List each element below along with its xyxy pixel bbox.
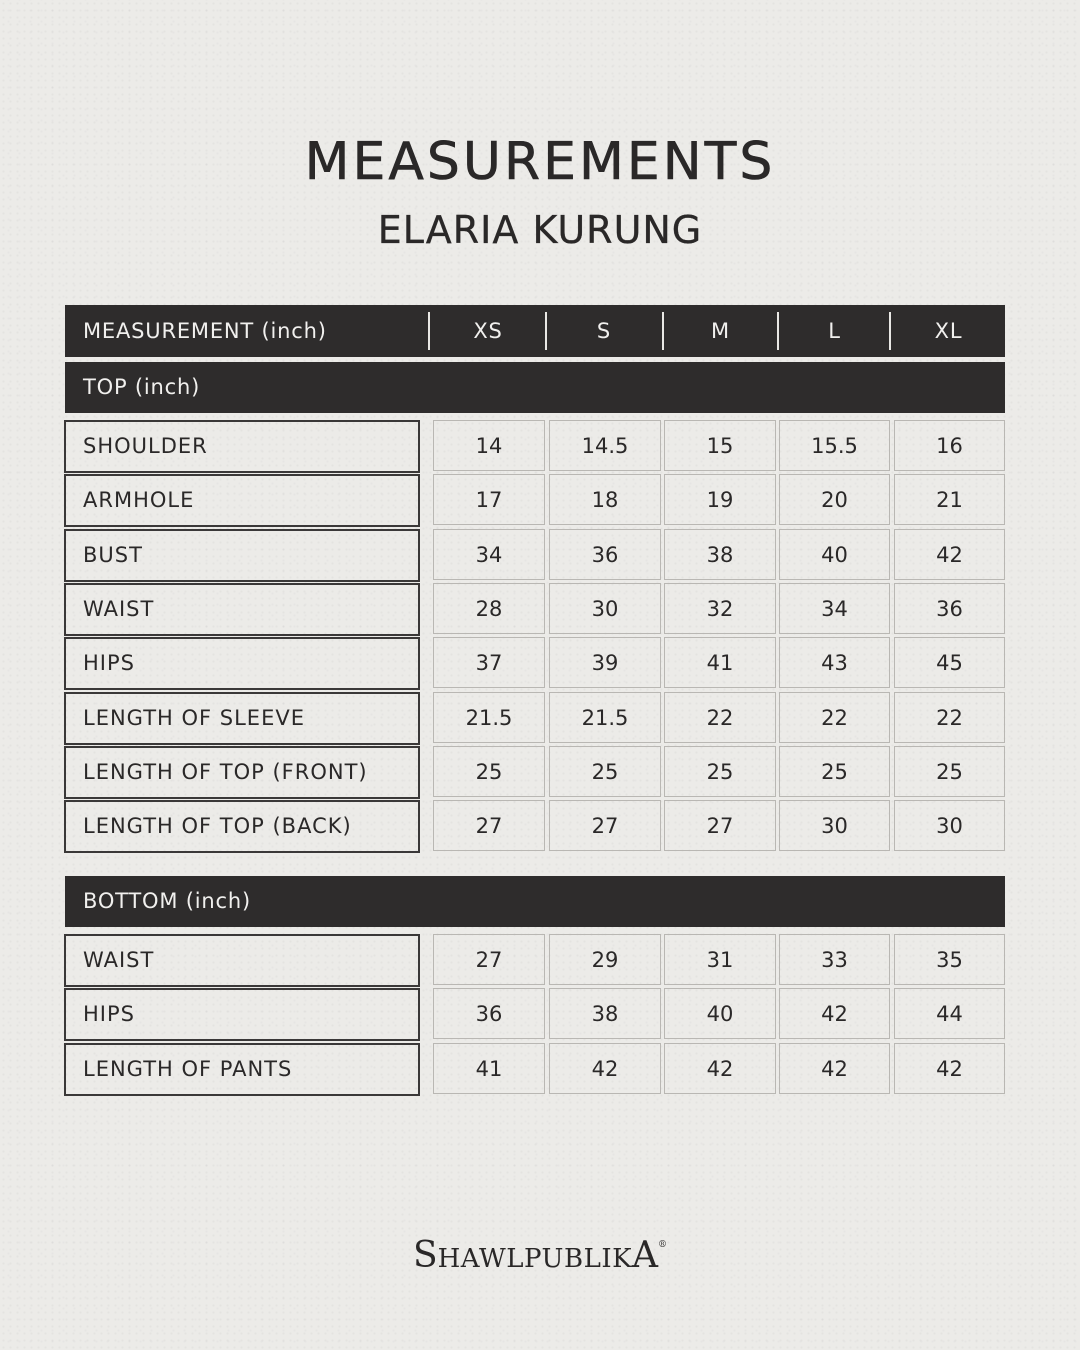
header-divider <box>889 312 891 350</box>
table-row <box>0 1043 1080 1095</box>
value-cell-xs: 21.5 <box>433 692 545 743</box>
brand-logo <box>0 1234 1080 1284</box>
row-label: BUST <box>83 543 143 567</box>
value-cell-xl: 25 <box>894 746 1005 797</box>
value-cell-m: 31 <box>664 934 776 985</box>
row-label: HIPS <box>83 651 135 675</box>
header-size-s: S <box>596 319 612 343</box>
value-cell-l: 30 <box>779 800 890 851</box>
row-label: LENGTH OF TOP (FRONT) <box>83 760 368 784</box>
value-cell-l: 25 <box>779 746 890 797</box>
value-cell-xs: 34 <box>433 529 545 580</box>
table-row <box>0 988 1080 1040</box>
value-cell-xs: 36 <box>433 988 545 1039</box>
value-cell-xs: 27 <box>433 800 545 851</box>
row-label: WAIST <box>83 597 155 621</box>
row-label-cell <box>64 746 420 799</box>
header-size-xs: XS <box>473 319 503 343</box>
value-cell-l: 34 <box>779 583 890 634</box>
value-cell-xl: 21 <box>894 474 1005 525</box>
value-cell-s: 18 <box>549 474 661 525</box>
table-row <box>0 583 1080 635</box>
row-label-cell <box>64 474 420 527</box>
value-cell-l: 42 <box>779 988 890 1039</box>
value-cell-m: 32 <box>664 583 776 634</box>
value-cell-m: 27 <box>664 800 776 851</box>
value-cell-xs: 28 <box>433 583 545 634</box>
row-label-cell <box>64 1043 420 1096</box>
section-title: TOP (inch) <box>83 375 201 399</box>
value-cell-xl: 22 <box>894 692 1005 743</box>
value-cell-s: 38 <box>549 988 661 1039</box>
value-cell-m: 38 <box>664 529 776 580</box>
value-cell-s: 39 <box>549 637 661 688</box>
section-header <box>65 876 1005 927</box>
section-header <box>65 362 1005 413</box>
value-cell-l: 42 <box>779 1043 890 1094</box>
brand-logo-text <box>412 1235 659 1276</box>
row-label: LENGTH OF TOP (BACK) <box>83 814 352 838</box>
value-cell-xs: 14 <box>433 420 545 471</box>
value-cell-xl: 44 <box>894 988 1005 1039</box>
value-cell-l: 40 <box>779 529 890 580</box>
row-label: HIPS <box>83 1002 135 1026</box>
value-cell-s: 30 <box>549 583 661 634</box>
value-cell-m: 41 <box>664 637 776 688</box>
row-label: WAIST <box>83 948 155 972</box>
row-label-cell <box>64 692 420 745</box>
value-cell-s: 29 <box>549 934 661 985</box>
table-row <box>0 934 1080 986</box>
table-row <box>0 692 1080 744</box>
value-cell-l: 22 <box>779 692 890 743</box>
value-cell-s: 25 <box>549 746 661 797</box>
registered-mark: ® <box>658 1239 668 1250</box>
value-cell-xl: 45 <box>894 637 1005 688</box>
value-cell-s: 27 <box>549 800 661 851</box>
value-cell-s: 36 <box>549 529 661 580</box>
value-cell-xl: 30 <box>894 800 1005 851</box>
header-size-xl: XL <box>934 319 963 343</box>
row-label-cell <box>64 934 420 987</box>
value-cell-s: 14.5 <box>549 420 661 471</box>
value-cell-l: 20 <box>779 474 890 525</box>
value-cell-xl: 42 <box>894 1043 1005 1094</box>
row-label-cell <box>64 529 420 582</box>
product-name: ELARIA KURUNG <box>377 208 703 252</box>
value-cell-xs: 37 <box>433 637 545 688</box>
value-cell-xl: 36 <box>894 583 1005 634</box>
row-label-cell <box>64 800 420 853</box>
value-cell-xs: 25 <box>433 746 545 797</box>
value-cell-s: 21.5 <box>549 692 661 743</box>
value-cell-m: 25 <box>664 746 776 797</box>
value-cell-m: 42 <box>664 1043 776 1094</box>
value-cell-xs: 17 <box>433 474 545 525</box>
value-cell-l: 43 <box>779 637 890 688</box>
row-label-cell <box>64 637 420 690</box>
page-title: MEASUREMENTS <box>304 132 776 192</box>
row-label: LENGTH OF PANTS <box>83 1057 293 1081</box>
value-cell-m: 15 <box>664 420 776 471</box>
value-cell-l: 33 <box>779 934 890 985</box>
table-row <box>0 746 1080 798</box>
table-row <box>0 529 1080 581</box>
row-label: SHOULDER <box>83 434 208 458</box>
header-divider <box>428 312 430 350</box>
row-label: LENGTH OF SLEEVE <box>83 706 305 730</box>
value-cell-xl: 42 <box>894 529 1005 580</box>
value-cell-xl: 16 <box>894 420 1005 471</box>
header-size-l: L <box>828 319 841 343</box>
value-cell-xs: 41 <box>433 1043 545 1094</box>
header-measurement-label: MEASUREMENT (inch) <box>83 319 327 343</box>
table-row <box>0 637 1080 689</box>
table-row <box>0 474 1080 526</box>
table-row <box>0 800 1080 852</box>
logo-letters: A <box>632 1235 659 1276</box>
row-label: ARMHOLE <box>83 488 195 512</box>
value-cell-xl: 35 <box>894 934 1005 985</box>
section-title: BOTTOM (inch) <box>83 889 251 913</box>
row-label-cell <box>64 988 420 1041</box>
header-size-m: M <box>711 319 730 343</box>
row-label-cell <box>64 583 420 636</box>
logo-letters: HAWLPUBLIK <box>437 1244 633 1274</box>
value-cell-m: 40 <box>664 988 776 1039</box>
table-row <box>0 420 1080 472</box>
value-cell-m: 19 <box>664 474 776 525</box>
value-cell-s: 42 <box>549 1043 661 1094</box>
value-cell-xs: 27 <box>433 934 545 985</box>
value-cell-m: 22 <box>664 692 776 743</box>
table-header <box>65 305 1005 357</box>
logo-letters: S <box>412 1235 438 1276</box>
value-cell-l: 15.5 <box>779 420 890 471</box>
row-label-cell <box>64 420 420 473</box>
